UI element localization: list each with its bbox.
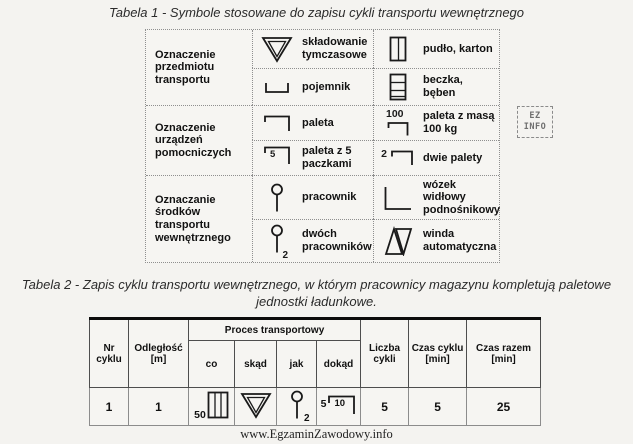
legend-label: składowanie tymczasowe (302, 36, 368, 61)
worker-count-value: 2 (282, 249, 288, 261)
legend-label: paleta (302, 116, 334, 129)
cell-skad (235, 388, 277, 426)
header-nr-cyklu: Nr cyklu (90, 319, 129, 388)
ez-info-watermark (517, 106, 553, 138)
two-workers-icon (288, 390, 310, 424)
pallet-weight-value: 100 (386, 108, 404, 121)
legend-cell (373, 68, 499, 105)
category-label: Oznaczenie przedmiotu transportu (155, 48, 216, 86)
legend-label: pojemnik (302, 80, 351, 93)
header-czas-razem: Czas razem [min] (467, 319, 541, 388)
category-label: Oznaczanie środków transportu wewnętrznego (155, 193, 231, 244)
header-jak: jak (277, 341, 317, 388)
carton-icon (207, 391, 229, 422)
header-odleglosc: Odległość [m] (129, 319, 189, 388)
pallet-100kg-icon (380, 109, 416, 137)
legend-cell (373, 105, 499, 140)
legend-cell (373, 30, 499, 68)
legend-cell (252, 219, 373, 262)
category-cell (146, 30, 252, 105)
table2-caption: Tabela 2 - Zapis cyklu transportu wewnętrznego, w którym pracownicy magazynu kompletują paletowe jednostki ładunkowe. (21, 277, 612, 309)
header-co: co (189, 341, 235, 388)
site-watermark-text: www.EgzaminZawodowy.info (240, 427, 393, 441)
cell-czas-razem: 25 (467, 388, 541, 426)
pallet-count-value: 2 (381, 148, 387, 160)
pallet-5-packages-icon (259, 145, 295, 171)
watermark-line1: EZ (529, 111, 541, 122)
legend-cell (373, 175, 499, 219)
temporary-storage-icon (259, 36, 295, 63)
forklift-icon (380, 185, 416, 211)
automatic-lift-icon (380, 226, 416, 256)
pallet-icon (259, 114, 295, 133)
box-carton-icon (380, 36, 416, 62)
cell-co (189, 388, 235, 426)
table1-caption: Tabela 1 - Symbole stosowane do zapisu cykli transportu wewnętrznego (108, 5, 525, 20)
legend-label: pracownik (302, 191, 357, 204)
legend-label: paleta z masą 100 kg (423, 110, 495, 135)
temporary-storage-icon (240, 408, 272, 422)
cell-jak (277, 388, 317, 426)
carton-quantity-value: 50 (194, 408, 206, 421)
legend-label: paleta z 5 paczkami (302, 145, 352, 170)
legend-cell (252, 175, 373, 219)
legend-label: wózek widłowy podnośnikowy (423, 178, 500, 216)
cell-czas-cyklu: 5 (409, 388, 467, 426)
legend-cell (252, 30, 373, 68)
legend-label: winda automatyczna (423, 228, 497, 253)
package-count-value: 5 (270, 149, 276, 160)
cell-liczba-cykli: 5 (361, 388, 409, 426)
cell-dokad (317, 388, 361, 426)
pallet-inner-value: 10 (334, 398, 346, 409)
legend-label: dwóch pracowników (302, 228, 372, 253)
transport-cycle-table (89, 317, 541, 426)
legend-label: pudło, karton (423, 42, 493, 55)
legend-cell (373, 219, 499, 262)
header-proces-transportowy: Proces transportowy (189, 319, 361, 341)
worker-icon (259, 183, 295, 213)
legend-cell (252, 105, 373, 140)
container-icon (259, 81, 295, 94)
legend-label: dwie palety (423, 151, 483, 164)
header-czas-cyklu: Czas cyklu [min] (409, 319, 467, 388)
category-label: Oznaczenie urządzeń pomocniczych (155, 121, 232, 159)
category-cell (146, 175, 252, 262)
table-row (90, 388, 541, 426)
two-pallets-icon (380, 149, 416, 167)
cell-odleglosc: 1 (129, 388, 189, 426)
watermark-line2: INFO (523, 122, 547, 132)
category-cell (146, 105, 252, 175)
two-workers-icon (259, 224, 295, 259)
header-liczba-cykli: Liczba cykli (361, 319, 409, 388)
header-skad: skąd (235, 341, 277, 388)
legend-label: beczka, bęben (423, 74, 463, 99)
worker-count-value: 2 (303, 413, 310, 424)
pallet-prefix-value: 5 (320, 398, 327, 410)
legend-cell (373, 140, 499, 175)
header-dokad: dokąd (317, 341, 361, 388)
cell-nr-cyklu: 1 (90, 388, 129, 426)
pallet-icon (326, 394, 356, 419)
legend-cell (252, 140, 373, 175)
symbols-legend-table (145, 29, 500, 263)
legend-cell (252, 68, 373, 105)
barrel-drum-icon (380, 73, 416, 101)
